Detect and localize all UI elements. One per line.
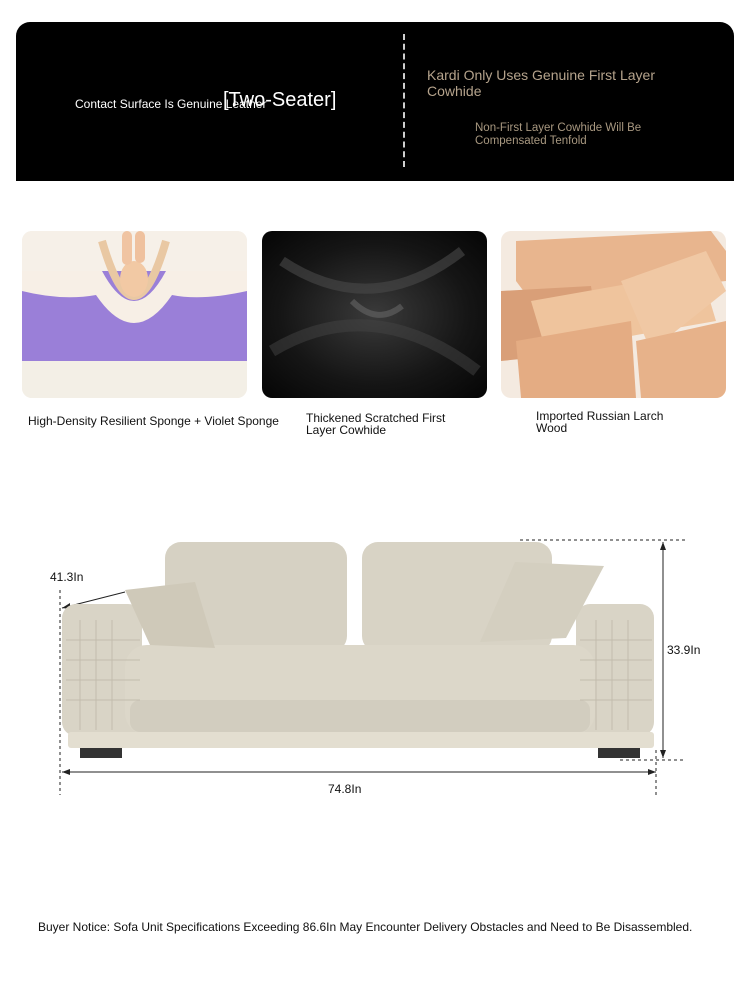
height-dimension: 33.9In bbox=[667, 643, 701, 657]
cowhide-guarantee: Non-First Layer Cowhide Will Be Compensated Tenfold bbox=[475, 122, 642, 147]
width-dimension: 74.8In bbox=[328, 782, 362, 796]
header-banner bbox=[16, 22, 734, 181]
product-title: [Two-Seater] bbox=[223, 89, 337, 111]
contact-surface-note: Contact Surface Is Genuine Leather bbox=[75, 97, 267, 111]
leather-image bbox=[262, 231, 487, 398]
sponge-label: High-Density Resilient Sponge + Violet Sponge bbox=[28, 414, 279, 428]
wood-image bbox=[501, 231, 726, 398]
wood-label: Imported Russian Larch Wood bbox=[536, 409, 664, 435]
sponge-image bbox=[22, 231, 247, 398]
buyer-notice: Buyer Notice: Sofa Unit Specifications Exceeding 86.6In May Encounter Delivery Obstacles and Need to Be Disassembled. bbox=[38, 920, 693, 934]
leather-label: Thickened Scratched First Layer Cowhide bbox=[306, 411, 446, 437]
cowhide-heading: Kardi Only Uses Genuine First Layer Cowhide bbox=[427, 67, 655, 99]
banner-divider bbox=[403, 34, 405, 167]
depth-dimension: 41.3In bbox=[50, 570, 84, 584]
sofa-illustration bbox=[0, 520, 750, 820]
